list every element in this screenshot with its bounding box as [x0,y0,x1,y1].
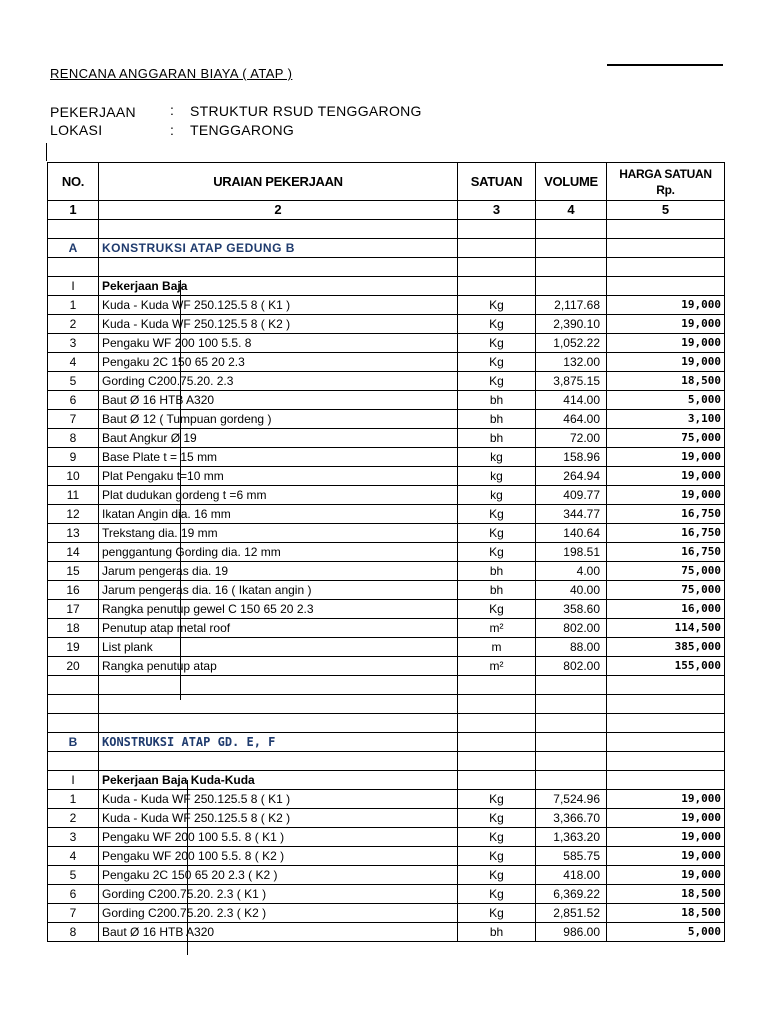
item-harga: 16,750 [607,524,725,543]
item-harga: 18,500 [607,885,725,904]
item-harga: 5,000 [607,923,725,942]
item-no: 5 [48,866,99,885]
header-row [48,163,725,201]
item-harga: 19,000 [607,790,725,809]
item-satuan: Kg [458,296,536,315]
item-satuan: bh [458,410,536,429]
item-satuan: Kg [458,885,536,904]
table-row [48,600,725,619]
item-volume: 802.00 [536,657,607,676]
item-harga: 19,000 [607,296,725,315]
empty-cell [607,714,725,733]
table-row [48,562,725,581]
item-volume: 7,524.96 [536,790,607,809]
item-no: 9 [48,448,99,467]
pekerjaan-label: PEKERJAAN [50,104,136,120]
item-volume: 40.00 [536,581,607,600]
item-no: 10 [48,467,99,486]
empty-cell [536,733,607,752]
table-row [48,334,725,353]
empty-cell [99,714,458,733]
item-volume: 418.00 [536,866,607,885]
item-uraian: Pengaku WF 200 100 5.5. 8 ( K2 ) [99,847,458,866]
table-row [48,296,725,315]
empty-cell [607,771,725,790]
item-no: 14 [48,543,99,562]
item-volume: 986.00 [536,923,607,942]
item-volume: 6,369.22 [536,885,607,904]
empty-cell [536,277,607,296]
item-satuan: Kg [458,600,536,619]
table-row [48,923,725,942]
item-satuan: Kg [458,904,536,923]
section-row [48,733,725,752]
item-harga: 19,000 [607,847,725,866]
item-harga: 19,000 [607,353,725,372]
item-uraian: Baut Angkur Ø 19 [99,429,458,448]
column-number: 1 [48,201,99,220]
item-harga: 16,000 [607,600,725,619]
empty-cell [458,714,536,733]
table-row [48,505,725,524]
table-row [48,581,725,600]
item-harga: 155,000 [607,657,725,676]
item-satuan: Kg [458,334,536,353]
empty-cell [536,695,607,714]
table-row [48,638,725,657]
item-uraian: Pengaku WF 200 100 5.5. 8 ( K1 ) [99,828,458,847]
table-row [48,486,725,505]
item-volume: 140.64 [536,524,607,543]
item-satuan: bh [458,391,536,410]
item-satuan: kg [458,486,536,505]
item-volume: 2,390.10 [536,315,607,334]
section-code: B [48,733,99,752]
item-satuan: Kg [458,524,536,543]
item-harga: 18,500 [607,372,725,391]
empty-cell [458,220,536,239]
item-uraian: Base Plate t = 15 mm [99,448,458,467]
item-satuan: Kg [458,315,536,334]
item-satuan: m² [458,619,536,638]
item-volume: 3,875.15 [536,372,607,391]
empty-cell [48,258,99,277]
item-uraian: Plat Pengaku t=10 mm [99,467,458,486]
empty-cell [607,258,725,277]
table-row [48,657,725,676]
empty-row [48,258,725,277]
item-harga: 19,000 [607,866,725,885]
table-row [48,790,725,809]
item-uraian: Baut Ø 16 HTB A320 [99,391,458,410]
margin-line [46,143,47,161]
table-row [48,828,725,847]
pekerjaan-separator: : [170,102,175,118]
table-row [48,847,725,866]
item-no: 6 [48,391,99,410]
item-volume: 802.00 [536,619,607,638]
item-satuan: Kg [458,828,536,847]
column-number-row [48,201,725,220]
table-row [48,904,725,923]
col-header-satuan: SATUAN [458,163,536,201]
item-harga: 19,000 [607,334,725,353]
item-uraian: Rangka penutup atap [99,657,458,676]
item-uraian: Rangka penutup gewel C 150 65 20 2.3 [99,600,458,619]
item-no: 8 [48,429,99,448]
group-row [48,771,725,790]
empty-cell [607,733,725,752]
item-no: 12 [48,505,99,524]
empty-cell [536,752,607,771]
grid-line [180,280,181,700]
item-volume: 585.75 [536,847,607,866]
column-number: 4 [536,201,607,220]
empty-cell [458,733,536,752]
item-no: 2 [48,809,99,828]
item-no: 6 [48,885,99,904]
item-satuan: m [458,638,536,657]
section-row [48,239,725,258]
item-harga: 19,000 [607,486,725,505]
item-no: 1 [48,296,99,315]
group-title: Pekerjaan Baja Kuda-Kuda [99,771,458,790]
item-volume: 358.60 [536,600,607,619]
column-number: 5 [607,201,725,220]
empty-row [48,752,725,771]
item-volume: 88.00 [536,638,607,657]
item-satuan: bh [458,562,536,581]
item-harga: 75,000 [607,581,725,600]
item-no: 19 [48,638,99,657]
item-volume: 264.94 [536,467,607,486]
empty-row [48,220,725,239]
empty-cell [607,277,725,296]
item-uraian: Pengaku 2C 150 65 20 2.3 ( K2 ) [99,866,458,885]
table-row [48,429,725,448]
item-harga: 16,750 [607,543,725,562]
empty-cell [48,752,99,771]
empty-row [48,695,725,714]
section-code: A [48,239,99,258]
item-no: 18 [48,619,99,638]
item-no: 5 [48,372,99,391]
empty-cell [48,676,99,695]
empty-cell [99,258,458,277]
item-no: 1 [48,790,99,809]
item-harga: 385,000 [607,638,725,657]
item-harga: 19,000 [607,828,725,847]
item-uraian: penggantung Gording dia. 12 mm [99,543,458,562]
empty-cell [458,771,536,790]
table-row [48,809,725,828]
lokasi-label: LOKASI [50,122,103,138]
item-uraian: Kuda - Kuda WF 250.125.5 8 ( K2 ) [99,809,458,828]
empty-cell [536,220,607,239]
pekerjaan-value: STRUKTUR RSUD TENGGARONG [190,103,422,119]
item-volume: 1,052.22 [536,334,607,353]
table-row [48,353,725,372]
empty-cell [536,239,607,258]
item-satuan: Kg [458,353,536,372]
empty-row [48,676,725,695]
empty-cell [607,239,725,258]
empty-cell [458,695,536,714]
section-title: KONSTRUKSI ATAP GD. E, F [99,733,458,752]
item-harga: 75,000 [607,562,725,581]
table-row [48,391,725,410]
item-volume: 2,117.68 [536,296,607,315]
table-row [48,543,725,562]
empty-cell [99,220,458,239]
item-uraian: Kuda - Kuda WF 250.125.5 8 ( K1 ) [99,790,458,809]
item-uraian: List plank [99,638,458,657]
item-volume: 2,851.52 [536,904,607,923]
item-uraian: Pengaku WF 200 100 5.5. 8 [99,334,458,353]
column-number: 2 [99,201,458,220]
grid-line [187,780,188,955]
item-volume: 1,363.20 [536,828,607,847]
table-row [48,448,725,467]
item-harga: 19,000 [607,809,725,828]
empty-cell [536,771,607,790]
item-harga: 75,000 [607,429,725,448]
empty-cell [458,277,536,296]
section-title: KONSTRUKSI ATAP GEDUNG B [99,239,458,258]
item-volume: 3,366.70 [536,809,607,828]
col-header-no: NO. [48,163,99,201]
item-satuan: kg [458,467,536,486]
item-no: 7 [48,904,99,923]
item-harga: 16,750 [607,505,725,524]
item-uraian: Penutup atap metal roof [99,619,458,638]
table-row [48,524,725,543]
item-satuan: bh [458,429,536,448]
empty-cell [536,714,607,733]
empty-cell [536,676,607,695]
item-satuan: Kg [458,847,536,866]
item-satuan: Kg [458,505,536,524]
item-no: 17 [48,600,99,619]
item-volume: 198.51 [536,543,607,562]
item-no: 16 [48,581,99,600]
empty-cell [607,695,725,714]
lokasi-separator: : [170,122,175,138]
item-volume: 344.77 [536,505,607,524]
item-satuan: Kg [458,372,536,391]
item-uraian: Kuda - Kuda WF 250.125.5 8 ( K1 ) [99,296,458,315]
item-no: 4 [48,847,99,866]
column-number: 3 [458,201,536,220]
item-satuan: Kg [458,790,536,809]
item-uraian: Trekstang dia. 19 mm [99,524,458,543]
group-code: I [48,771,99,790]
col-header-harga [607,163,725,201]
item-no: 20 [48,657,99,676]
item-no: 13 [48,524,99,543]
empty-cell [458,258,536,277]
item-harga: 19,000 [607,315,725,334]
item-harga: 3,100 [607,410,725,429]
col-header-uraian: URAIAN PEKERJAAN [99,163,458,201]
budget-table [47,162,725,942]
empty-cell [48,220,99,239]
item-satuan: bh [458,923,536,942]
item-harga: 114,500 [607,619,725,638]
group-title: Pekerjaan Baja [99,277,458,296]
item-volume: 72.00 [536,429,607,448]
empty-cell [458,239,536,258]
table-row [48,467,725,486]
table-row [48,372,725,391]
empty-cell [99,695,458,714]
empty-row [48,714,725,733]
empty-cell [536,258,607,277]
empty-cell [99,752,458,771]
item-uraian: Pengaku 2C 150 65 20 2.3 [99,353,458,372]
item-harga: 19,000 [607,467,725,486]
item-satuan: kg [458,448,536,467]
item-satuan: bh [458,581,536,600]
empty-cell [458,752,536,771]
item-no: 4 [48,353,99,372]
harga-header-line1: HARGA SATUAN [619,166,712,181]
empty-cell [99,676,458,695]
table-row [48,315,725,334]
item-uraian: Jarum pengeras dia. 16 ( Ikatan angin ) [99,581,458,600]
item-no: 7 [48,410,99,429]
item-satuan: Kg [458,866,536,885]
empty-cell [607,676,725,695]
item-uraian: Gording C200.75.20. 2.3 [99,372,458,391]
group-code: I [48,277,99,296]
table-row [48,619,725,638]
item-satuan: Kg [458,809,536,828]
empty-cell [48,714,99,733]
item-no: 3 [48,334,99,353]
empty-cell [48,695,99,714]
item-no: 15 [48,562,99,581]
item-uraian: Jarum pengeras dia. 19 [99,562,458,581]
empty-cell [458,676,536,695]
harga-header-line2: Rp. [656,182,675,197]
item-harga: 19,000 [607,448,725,467]
item-uraian: Baut Ø 16 HTB A320 [99,923,458,942]
item-uraian: Plat dudukan gordeng t =6 mm [99,486,458,505]
table-row [48,410,725,429]
item-no: 11 [48,486,99,505]
item-harga: 5,000 [607,391,725,410]
item-volume: 158.96 [536,448,607,467]
item-no: 8 [48,923,99,942]
empty-cell [607,752,725,771]
item-no: 2 [48,315,99,334]
item-satuan: Kg [458,543,536,562]
lokasi-value: TENGGARONG [190,122,295,138]
item-volume: 464.00 [536,410,607,429]
item-uraian: Gording C200.75.20. 2.3 ( K2 ) [99,904,458,923]
top-rule [607,64,723,66]
table-row [48,866,725,885]
empty-cell [607,220,725,239]
item-harga: 18,500 [607,904,725,923]
item-uraian: Kuda - Kuda WF 250.125.5 8 ( K2 ) [99,315,458,334]
col-header-volume: VOLUME [536,163,607,201]
item-volume: 4.00 [536,562,607,581]
item-satuan: m² [458,657,536,676]
item-volume: 132.00 [536,353,607,372]
group-row [48,277,725,296]
item-volume: 409.77 [536,486,607,505]
item-volume: 414.00 [536,391,607,410]
table-row [48,885,725,904]
item-uraian: Gording C200.75.20. 2.3 ( K1 ) [99,885,458,904]
page-title: RENCANA ANGGARAN BIAYA ( ATAP ) [50,66,293,81]
item-no: 3 [48,828,99,847]
item-uraian: Ikatan Angin dia. 16 mm [99,505,458,524]
item-uraian: Baut Ø 12 ( Tumpuan gordeng ) [99,410,458,429]
